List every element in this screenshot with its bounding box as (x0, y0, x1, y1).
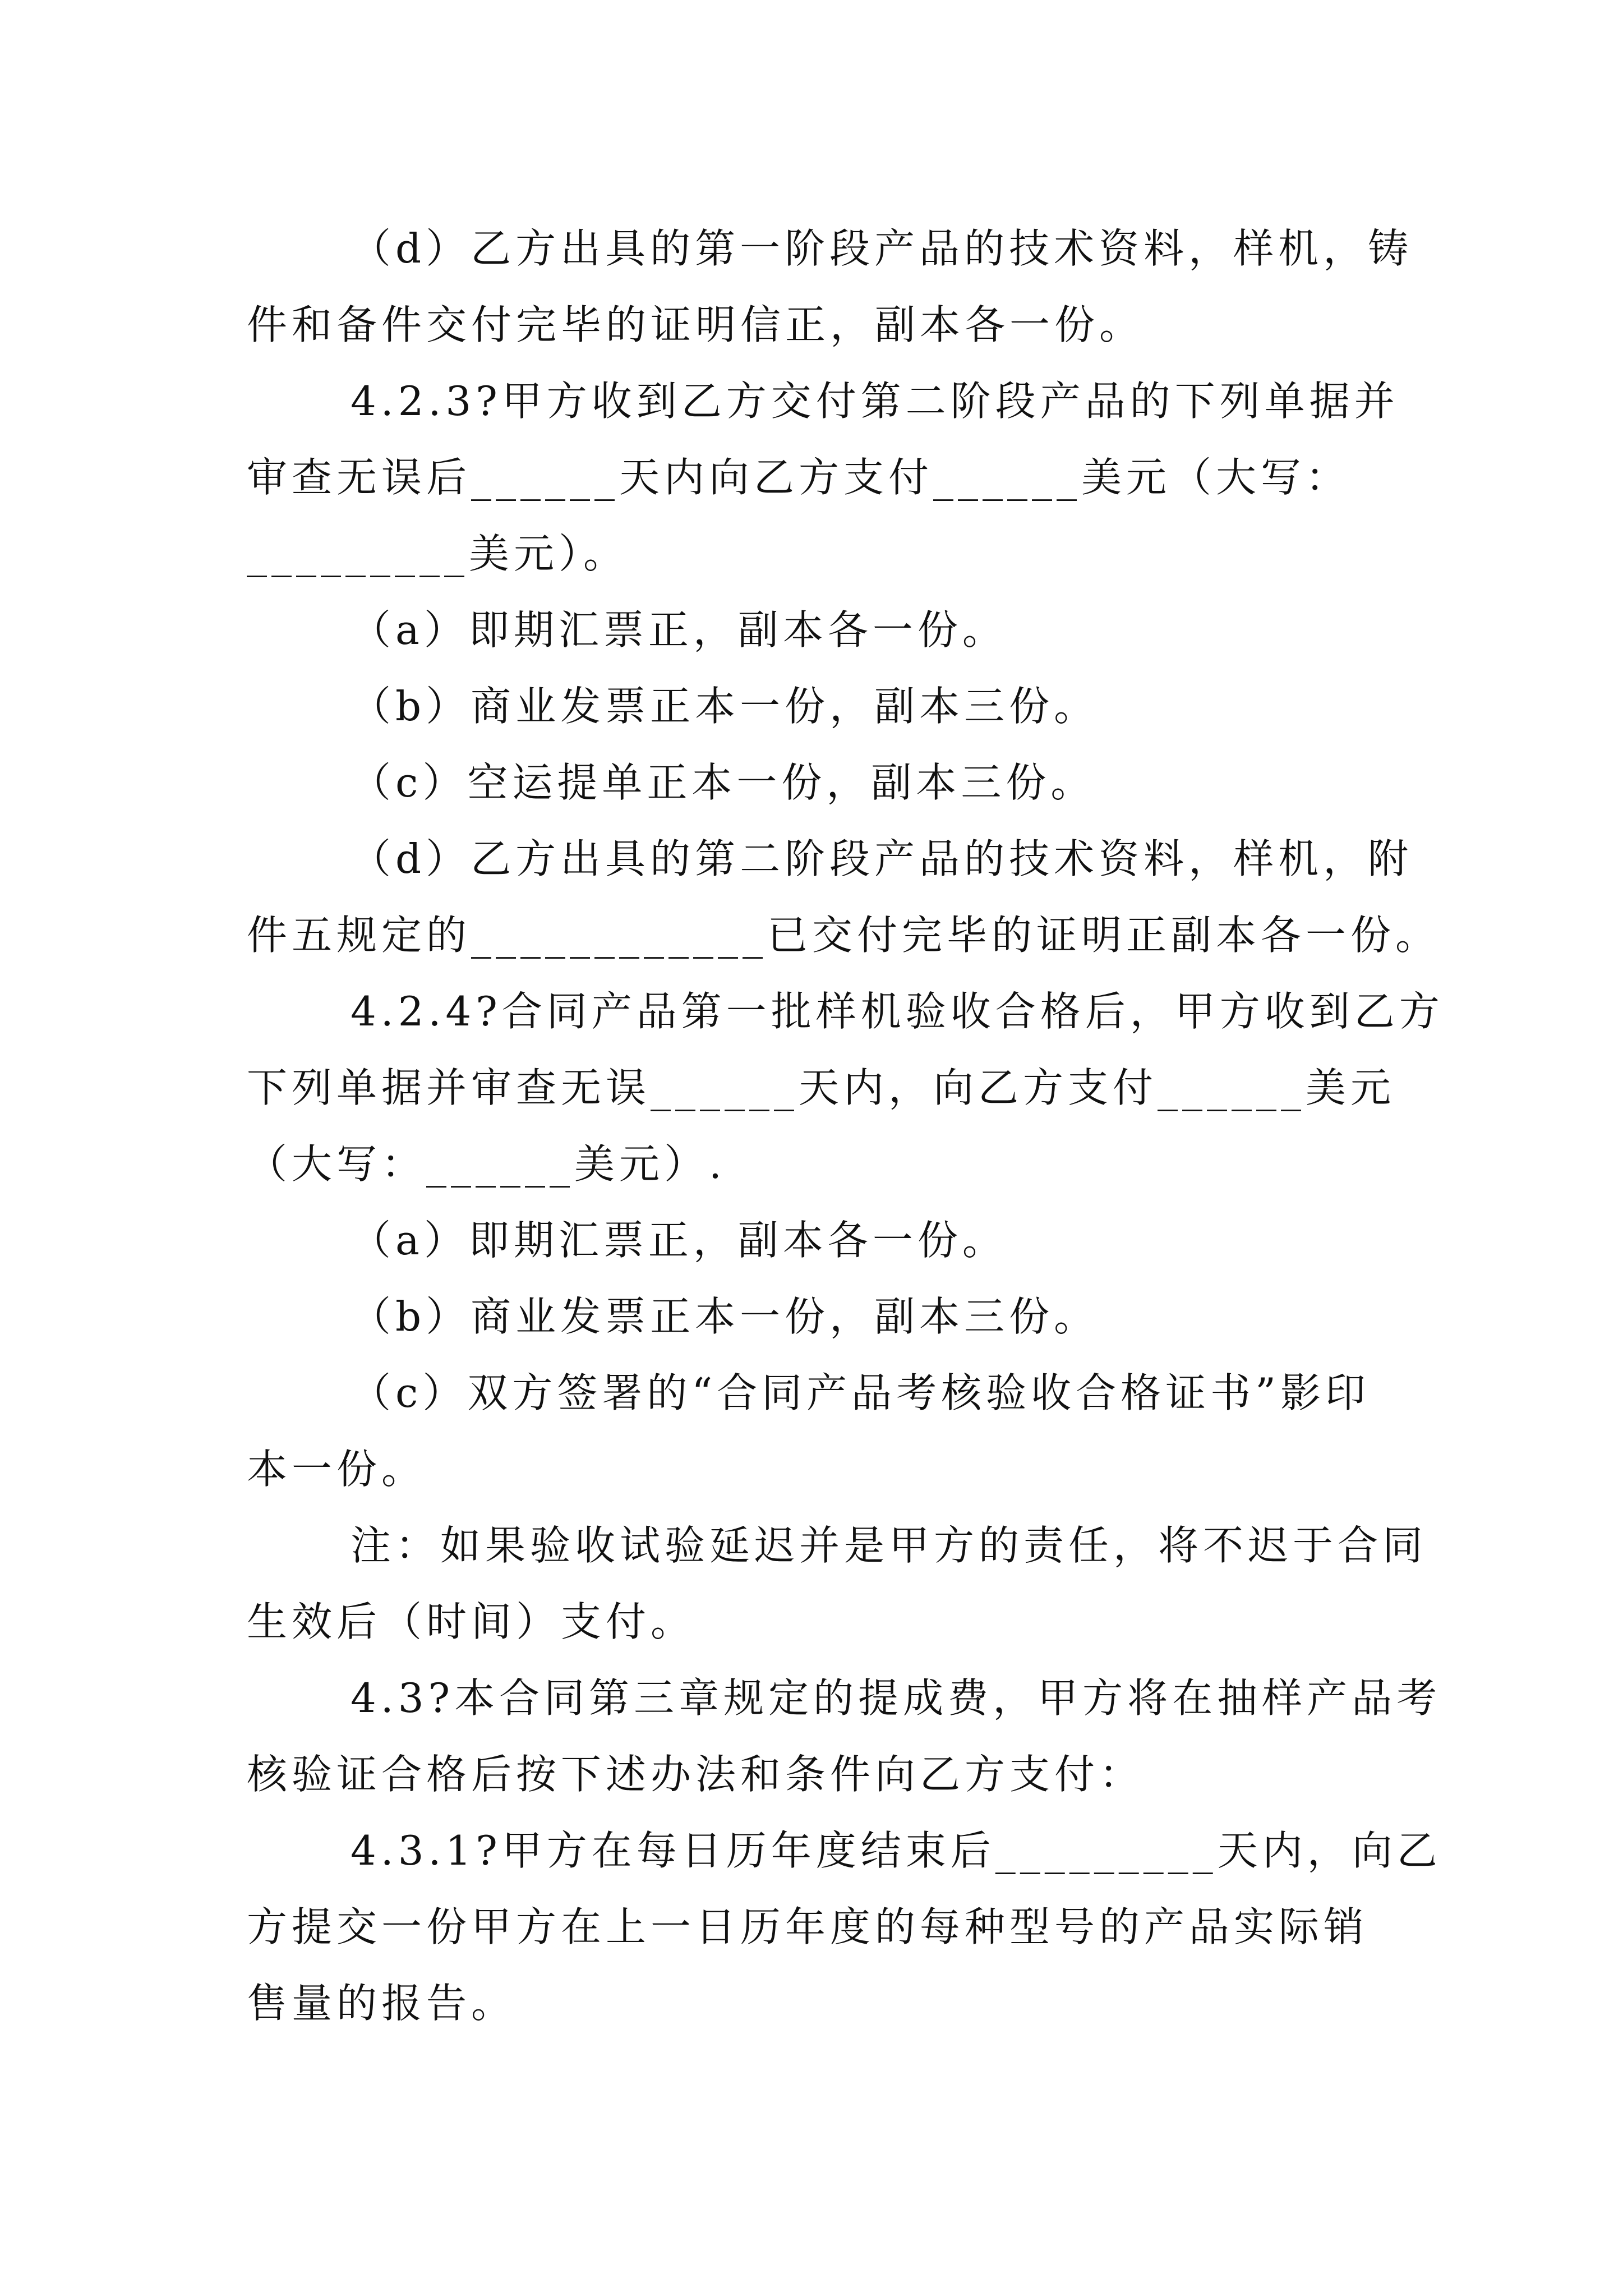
line-8: （c）空运提单正本一份，副本三份。 (351, 759, 1096, 806)
line-23: 方提交一份甲方在上一日历年度的每种型号的产品实际销 (247, 1903, 1369, 1950)
line-4: 审查无误后______天内向乙方支付______美元（大写： (247, 454, 1351, 501)
line-17: 本一份。 (247, 1446, 427, 1493)
line-20: 4.3?本合同第三章规定的提成费，甲方将在抽样产品考 (351, 1674, 1442, 1722)
line-19: 生效后（时间）支付。 (247, 1598, 696, 1645)
document-body (247, 210, 1444, 2041)
line-3: 4.2.3?甲方收到乙方交付第二阶段产品的下列单据并 (351, 378, 1399, 425)
line-7: （b）商业发票正本一份，副本三份。 (351, 683, 1099, 730)
line-16: （c）双方签署的“合同产品考核验收合格证书”影印 (351, 1369, 1370, 1416)
line-10: 件五规定的____________已交付完毕的证明正副本各一份。 (247, 912, 1441, 959)
line-1: （d）乙方出具的第一阶段产品的技术资料，样机，铸 (351, 225, 1413, 272)
line-13: （大写：______美元）. (247, 1140, 726, 1188)
line-14: （a）即期汇票正，副本各一份。 (351, 1217, 1007, 1264)
line-9: （d）乙方出具的第二阶段产品的技术资料，样机，附 (351, 835, 1413, 882)
line-11: 4.2.4?合同产品第一批样机验收合格后，甲方收到乙方 (351, 988, 1444, 1035)
line-5: _________美元）。 (247, 530, 629, 577)
line-15: （b）商业发票正本一份，副本三份。 (351, 1293, 1099, 1340)
line-21: 核验证合格后按下述办法和条件向乙方支付： (247, 1751, 1145, 1798)
line-22: 4.3.1?甲方在每日历年度结束后_________天内，向乙 (351, 1827, 1442, 1874)
line-2: 件和备件交付完毕的证明信正，副本各一份。 (247, 301, 1145, 348)
line-24: 售量的报告。 (247, 1980, 517, 2027)
line-12: 下列单据并审查无误______天内，向乙方支付______美元 (247, 1064, 1396, 1111)
line-18: 注：如果验收试验延迟并是甲方的责任，将不迟于合同 (351, 1522, 1428, 1569)
line-6: （a）即期汇票正，副本各一份。 (351, 606, 1007, 654)
